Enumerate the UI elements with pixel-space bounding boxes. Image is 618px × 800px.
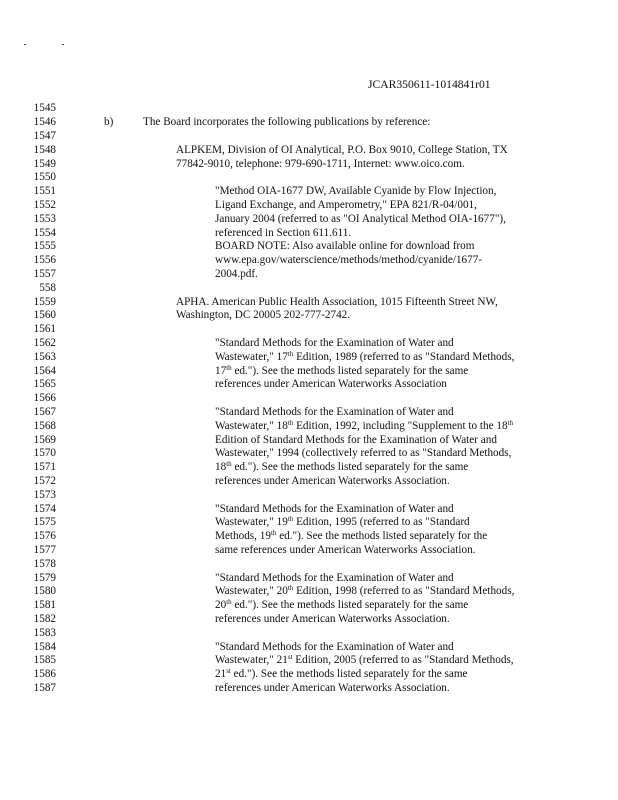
line-number: 1579 [33, 572, 56, 584]
line-number: 1581 [33, 599, 56, 611]
line-number: 1552 [33, 199, 56, 211]
line-number: 1571 [33, 461, 56, 473]
line-number: 1561 [33, 323, 56, 335]
line-number: 1563 [33, 351, 56, 363]
line-number: 1586 [33, 668, 56, 680]
line-number: 1550 [33, 171, 56, 183]
ed20-line: "Standard Methods for the Examination of Water and [215, 572, 454, 584]
ed21-line: Wastewater," 21st Edition, 2005 (referred to as "Standard Methods, [215, 653, 514, 666]
ed20-line: 20th ed."). See the methods listed separately for the same [215, 598, 469, 611]
ed18-line: Wastewater," 18th Edition, 1992, including "Supplement to the 18th [215, 419, 514, 432]
ed18-line: 18th ed."). See the methods listed separately for the same [215, 460, 469, 473]
line-number: 1573 [33, 489, 56, 501]
ed17-line: references under American Waterworks Association [215, 378, 447, 390]
line-number: 1549 [33, 158, 56, 170]
ed20-line: Wastewater," 20th Edition, 1998 (referred to as "Standard Methods, [215, 584, 515, 597]
alpkem-address-line-2: 77842-9010, telephone: 979-690-1711, Internet: www.oico.com. [176, 158, 465, 170]
ed18-line: references under American Waterworks Association. [215, 475, 450, 487]
line-number: 1575 [33, 516, 56, 528]
line-number: 1546 [33, 116, 56, 128]
alpkem-method-line: referenced in Section 611.611. [215, 227, 352, 239]
line-number: 1551 [33, 185, 56, 197]
ed19-line: Wastewater," 19th Edition, 1995 (referred to as "Standard [215, 515, 470, 528]
board-note-url: 2004.pdf. [215, 268, 258, 280]
line-number: 1584 [33, 641, 56, 653]
apha-address-line-1: APHA. American Public Health Association, 1015 Fifteenth Street NW, [176, 296, 498, 308]
ed17-line: 17th ed."). See the methods listed separately for the same [215, 364, 469, 377]
ed21-line: 21st ed."). See the methods listed separately for the same [215, 667, 468, 680]
alpkem-method-line: January 2004 (referred to as "OI Analytical Method OIA-1677"), [215, 213, 506, 225]
board-note-url: www.epa.gov/waterscience/methods/method/cyanide/1677- [215, 254, 483, 266]
scan-mark [62, 44, 64, 45]
line-number: 1566 [33, 392, 56, 404]
line-number: 1560 [33, 309, 56, 321]
board-note: BOARD NOTE: Also available online for download from [215, 240, 475, 252]
ed21-line: "Standard Methods for the Examination of Water and [215, 641, 454, 653]
line-number: 1574 [33, 503, 56, 515]
scan-mark [24, 44, 26, 45]
line-number: 1580 [33, 585, 56, 597]
ed20-line: references under American Waterworks Association. [215, 613, 450, 625]
line-number: 1568 [33, 420, 56, 432]
line-number: 1570 [33, 447, 56, 459]
line-number: 1578 [33, 558, 56, 570]
ed18-line: Wastewater," 1994 (collectively referred to as "Standard Methods, [215, 447, 512, 459]
line-number: 1569 [33, 434, 56, 446]
line-number: 1553 [33, 213, 56, 225]
line-number: 1582 [33, 613, 56, 625]
ed18-line: Edition of Standard Methods for the Examination of Water and [215, 434, 497, 446]
line-number: 1555 [33, 240, 56, 252]
line-number: 1576 [33, 530, 56, 542]
subsection-label: b) [104, 116, 114, 128]
line-number: 1564 [33, 365, 56, 377]
line-number: 1557 [33, 268, 56, 280]
alpkem-address-line-1: ALPKEM, Division of OI Analytical, P.O. Box 9010, College Station, TX [176, 144, 508, 156]
ed17-line: "Standard Methods for the Examination of Water and [215, 337, 454, 349]
subsection-intro: The Board incorporates the following publications by reference: [143, 116, 431, 128]
ed19-line: Methods, 19th ed."). See the methods listed separately for the [215, 529, 488, 542]
ed19-line: "Standard Methods for the Examination of Water and [215, 503, 454, 515]
apha-address-line-2: Washington, DC 20005 202-777-2742. [176, 309, 351, 321]
line-number: 1583 [33, 627, 56, 639]
line-number: 1559 [33, 296, 56, 308]
alpkem-method-line: Ligand Exchange, and Amperometry," EPA 821/R-04/001, [215, 199, 477, 211]
line-number: 1567 [33, 406, 56, 418]
line-number: 1556 [33, 254, 56, 266]
document-id: JCAR350611-1014841r01 [368, 78, 491, 91]
line-number: 1577 [33, 544, 56, 556]
line-number: 1554 [33, 227, 56, 239]
line-number: 1548 [33, 144, 56, 156]
line-number: 558 [39, 282, 56, 294]
ed19-line: same references under American Waterworks Association. [215, 544, 476, 556]
line-number: 1585 [33, 654, 56, 666]
line-number: 1587 [33, 682, 56, 694]
line-number: 1572 [33, 475, 56, 487]
ed17-line: Wastewater," 17th Edition, 1989 (referred to as "Standard Methods, [215, 350, 515, 363]
line-number: 1565 [33, 378, 56, 390]
line-number: 1545 [33, 102, 56, 114]
line-number: 1562 [33, 337, 56, 349]
ed21-line: references under American Waterworks Association. [215, 682, 450, 694]
alpkem-method-line: "Method OIA-1677 DW, Available Cyanide by Flow Injection, [215, 185, 497, 197]
ed18-line: "Standard Methods for the Examination of Water and [215, 406, 454, 418]
line-number: 1547 [33, 130, 56, 142]
